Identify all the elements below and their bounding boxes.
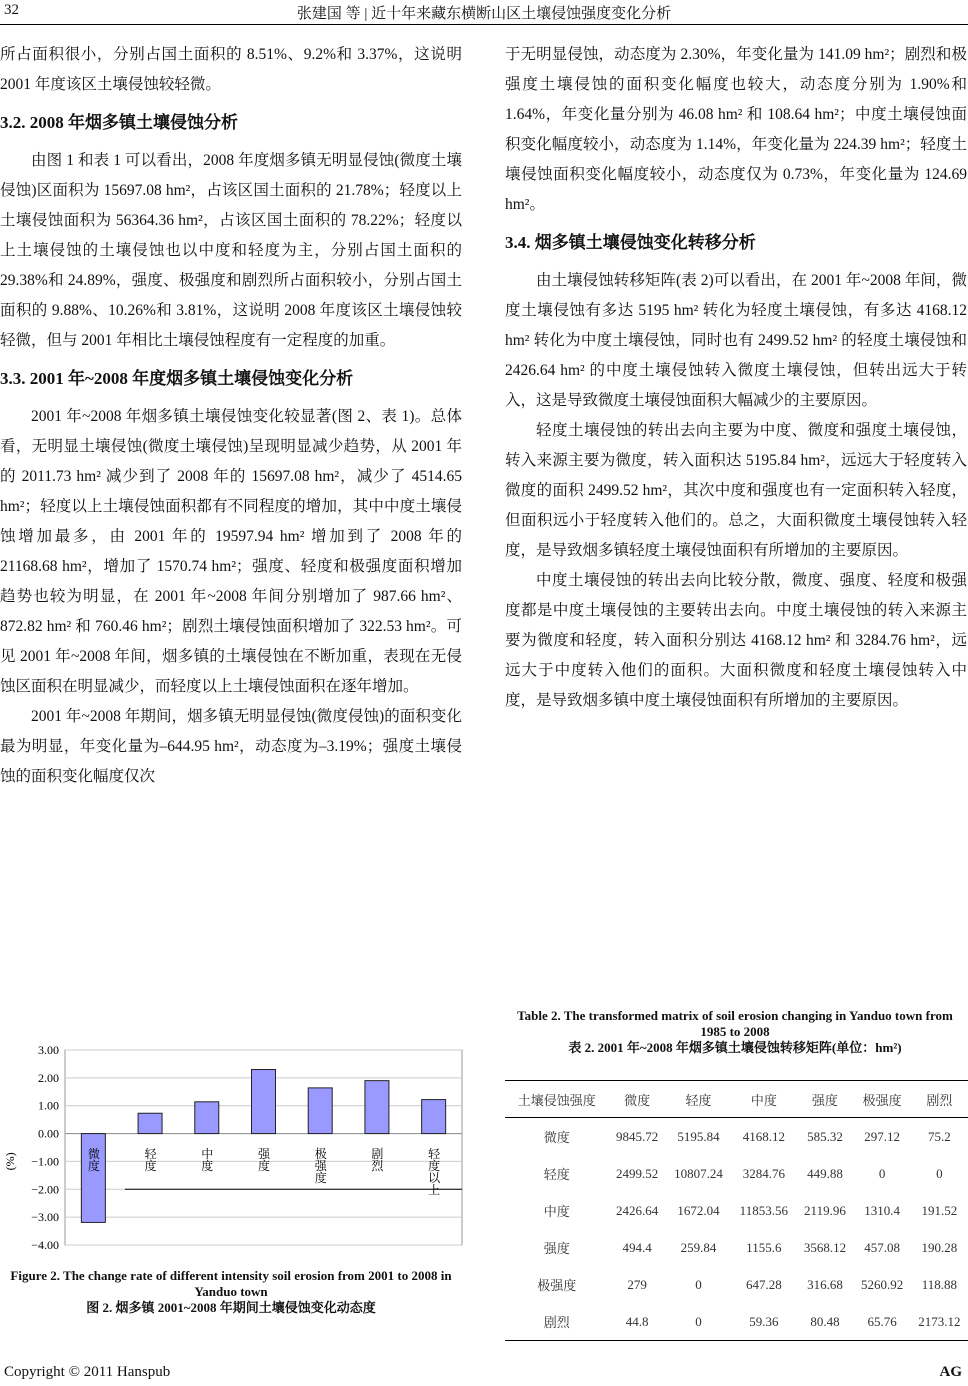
table-cell: 2173.12: [911, 1303, 968, 1341]
table-cell: 极强度: [537, 1278, 577, 1293]
figure-2: [0, 1040, 468, 1260]
table-cell: 11853.56: [739, 1202, 788, 1218]
table-cell: 59.36: [731, 1303, 796, 1341]
section-heading: 3.4. 烟多镇土壤侵蚀变化转移分析: [505, 233, 756, 252]
table-cell: 4168.12: [742, 1128, 785, 1144]
right-column: [505, 40, 967, 716]
section-heading: 3.3. 2001 年~2008 年度烟多镇土壤侵蚀变化分析: [0, 369, 354, 388]
figure-caption: [0, 1268, 462, 1316]
column-header: 强度: [796, 1081, 853, 1118]
paragraph: 2001 年~2008 年期间，烟多镇无明显侵蚀(微度侵蚀)的面积变化最为明显，年变化量为–644.95 hm²，动态度为–3.19%；强度土壤侵蚀的面积变化幅度仅次: [0, 708, 462, 785]
y-tick-label: 2.00: [38, 1070, 59, 1085]
table-row: [505, 1303, 968, 1341]
table-cell: 10807.24: [674, 1165, 723, 1181]
table-cell: 75.2: [928, 1128, 951, 1144]
bar: [308, 1088, 332, 1134]
table-row: [505, 1266, 968, 1303]
y-tick-label: −3.00: [31, 1210, 59, 1225]
paragraph: 所占面积很小，分别占国土面积的 8.51%、9.2%和 3.37%，这说明 2001 年度该区土壤侵蚀较轻微。: [0, 46, 462, 93]
journal-abbrev: AG: [939, 1364, 962, 1380]
column-header: 微度: [608, 1081, 665, 1118]
column-header: 土壤侵蚀强度: [505, 1081, 608, 1118]
table-cell: 44.8: [608, 1303, 665, 1341]
paragraph: 由图 1 和表 1 可以看出，2008 年度烟多镇无明显侵蚀(微度土壤侵蚀)区面积为 15697.08 hm²，占该区国土面积的 21.78%；轻度以上土壤侵蚀面积为 56364.36 hm²，占该区国土面积的 78.22%；轻度以上土壤侵蚀的土壤侵蚀也以中度和轻度为主，分别占国土面积的 29.38%和 24.89%，强度、极强度和剧烈所占面积较小，分别占国土面积的 9.88%、10.26%和 3.81%，这说明 2008 年度该区土壤侵蚀较轻微，但与 2001 年相比土壤侵蚀程度有一定程度的加重。: [0, 152, 462, 349]
table-cell: 强度: [543, 1241, 570, 1256]
y-tick-label: −1.00: [31, 1154, 59, 1169]
table-cell: 中度: [543, 1204, 570, 1219]
table-cell: 65.76: [854, 1303, 911, 1341]
table-cell: 585.32: [807, 1128, 843, 1144]
figure-caption-zh: 图 2. 烟多镇 2001~2008 年期间土壤侵蚀变化动态度: [86, 1300, 376, 1315]
table-cell: 449.88: [807, 1165, 843, 1181]
transfer-matrix-table: [505, 1080, 968, 1341]
table-cell: 轻度: [543, 1167, 570, 1182]
running-header: [0, 0, 968, 25]
x-category-label: 极强度: [313, 1147, 328, 1184]
column-header: 轻度: [666, 1081, 732, 1118]
table-cell: 5260.92: [861, 1276, 904, 1292]
paragraph: 由土壤侵蚀转移矩阵(表 2)可以看出，在 2001 年~2008 年间，微度土壤侵蚀有多达 5195 hm² 转化为轻度土壤侵蚀，有多达 4168.12 hm² 转化为中度土壤侵蚀，同时也有 2499.52 hm² 的轻度土壤侵蚀和 2426.64 hm² 的中度土壤侵蚀转入微度土壤侵蚀，但转出远大于转入，这是导致微度土壤侵蚀面积大幅减少的主要原因。: [505, 272, 967, 409]
paragraph: 2001 年~2008 年烟多镇土壤侵蚀变化较显著(图 2、表 1)。总体看，无明显土壤侵蚀(微度土壤侵蚀)呈现明显减少趋势，从 2001 年的 2011.73 hm² 减少到了 2008 年的 15697.08 hm²，减少了 4514.65 hm²；轻度以上土壤侵蚀面积都有不同程度的增加，其中中度土壤侵蚀增加最多，由 2001 年的 19597.94 hm² 增加到了 2008 年的 21168.68 hm²，增加了 1570.74 hm²；强度、轻度和极强度面积增加趋势也较为明显，在 2001 年~2008 年间分别增加了 987.66 hm²、872.82 hm² 和 760.46 hm²；剧烈土壤侵蚀面积增加了 322.53 hm²。可见 2001 年~2008 年间，烟多镇的土壤侵蚀在不断加重，表现在无侵蚀区面积在明显减少，而轻度以上土壤侵蚀面积在逐年增加。: [0, 408, 462, 695]
copyright: Copyright © 2011 Hanspub: [4, 1364, 171, 1380]
bar-chart: [0, 1040, 468, 1255]
bar: [138, 1113, 162, 1133]
y-tick-label: 0.00: [38, 1126, 59, 1141]
table-header-row: [505, 1081, 968, 1118]
y-tick-label: 1.00: [38, 1098, 59, 1113]
table-cell: 2426.64: [615, 1202, 659, 1218]
bar: [252, 1070, 276, 1134]
table-cell: 494.4: [622, 1239, 652, 1255]
x-category-label: 微度: [86, 1147, 101, 1172]
table-cell: 1672.04: [677, 1202, 720, 1218]
x-category-label: 中度: [199, 1147, 214, 1172]
y-tick-label: −2.00: [31, 1182, 59, 1197]
table-cell: 1155.6: [746, 1239, 782, 1255]
left-column: [0, 40, 462, 792]
table-cell: 3568.12: [803, 1239, 847, 1255]
table-cell: 0: [695, 1276, 702, 1292]
table-caption: [505, 1008, 965, 1056]
x-category-label: 强度: [256, 1147, 271, 1172]
table-cell: 5195.84: [677, 1128, 720, 1144]
y-tick-label: −4.00: [31, 1238, 59, 1252]
table-caption-zh: 表 2. 2001 年~2008 年烟多镇土壤侵蚀转移矩阵(单位：hm²): [568, 1040, 902, 1055]
x-category-label: 轻度: [143, 1147, 158, 1172]
figure-caption-en: Figure 2. The change rate of different intensity soil erosion from 2001 to 2008 in Yanduo town: [10, 1268, 452, 1299]
table-cell: 316.68: [807, 1276, 843, 1292]
bar: [365, 1081, 389, 1134]
table-cell: 2119.96: [804, 1202, 846, 1218]
table-row: [505, 1192, 968, 1229]
header-title: 张建国 等 | 近十年来藏东横断山区土壤侵蚀强度变化分析: [296, 6, 672, 22]
table-row: [505, 1155, 968, 1192]
bar: [195, 1102, 219, 1134]
table-cell: 1310.4: [864, 1202, 901, 1218]
table-cell: 0: [878, 1165, 886, 1181]
table-cell: 0: [666, 1303, 732, 1341]
table-cell: 191.52: [921, 1202, 958, 1218]
column-header: 中度: [731, 1081, 796, 1118]
x-category-label: 剧烈: [369, 1147, 384, 1172]
y-axis-label: (%): [3, 1152, 17, 1171]
table-cell: 297.12: [864, 1128, 901, 1144]
table-cell: 2499.52: [615, 1165, 659, 1181]
table-cell: 647.28: [745, 1276, 782, 1292]
table-cell: 118.88: [921, 1276, 958, 1292]
table-row: [505, 1118, 968, 1156]
paragraph: 于无明显侵蚀，动态度为 2.30%，年变化量为 141.09 hm²；剧烈和极强度土壤侵蚀的面积变化幅度也较大，动态度分别为 1.90%和 1.64%，年变化量分别为 46.08 hm² 和 108.64 hm²；中度土壤侵蚀面积变化幅度较小，动态度为 1.14%，年变化量为 224.39 hm²；轻度土壤侵蚀面积变化幅度较小，动态度仅为 0.73%，年变化量为 124.69 hm²。: [505, 46, 967, 213]
y-tick-label: 3.00: [38, 1043, 59, 1057]
table-cell: 剧烈: [505, 1303, 608, 1341]
table-cell: 279: [627, 1276, 647, 1292]
column-header: 剧烈: [911, 1081, 968, 1118]
page-number: 32: [4, 2, 19, 18]
column-header: 极强度: [854, 1081, 911, 1118]
table-cell: 457.08: [864, 1239, 901, 1255]
table-cell: 0: [936, 1165, 943, 1181]
paragraph: 中度土壤侵蚀的转出去向比较分散，微度、强度、轻度和极强度都是中度土壤侵蚀的主要转出去向。中度土壤侵蚀的转入来源主要为微度和轻度，转入面积分别达 4168.12 hm² 和 3284.76 hm²，远远大于中度转入他们的面积。大面积微度和轻度土壤侵蚀转入中度，是导致烟多镇中度土壤侵蚀面积有所增加的主要原因。: [505, 572, 967, 709]
table-caption-en: Table 2. The transformed matrix of soil erosion changing in Yanduo town from 1985 to 2008: [517, 1008, 953, 1039]
x-category-label: 轻度以上: [426, 1147, 441, 1196]
table-cell: 微度: [543, 1130, 570, 1145]
table-cell: 80.48: [796, 1303, 853, 1341]
table-cell: 190.28: [921, 1239, 958, 1255]
table-cell: 259.84: [680, 1239, 717, 1255]
paragraph: 轻度土壤侵蚀的转出去向主要为中度、微度和强度土壤侵蚀，转入来源主要为微度，转入面积达 5195.84 hm²，远远大于轻度转入微度的面积 2499.52 hm²，其次中度和强度也有一定面积转入轻度，但面积远小于轻度转入他们的。总之，大面积微度土壤侵蚀转入轻度，是导致烟多镇轻度土壤侵蚀面积有所增加的主要原因。: [505, 422, 967, 559]
table-row: [505, 1229, 968, 1266]
table-cell: 9845.72: [615, 1128, 659, 1144]
bar: [422, 1100, 446, 1134]
section-heading: 3.2. 2008 年烟多镇土壤侵蚀分析: [0, 113, 238, 132]
table-cell: 3284.76: [742, 1165, 785, 1181]
